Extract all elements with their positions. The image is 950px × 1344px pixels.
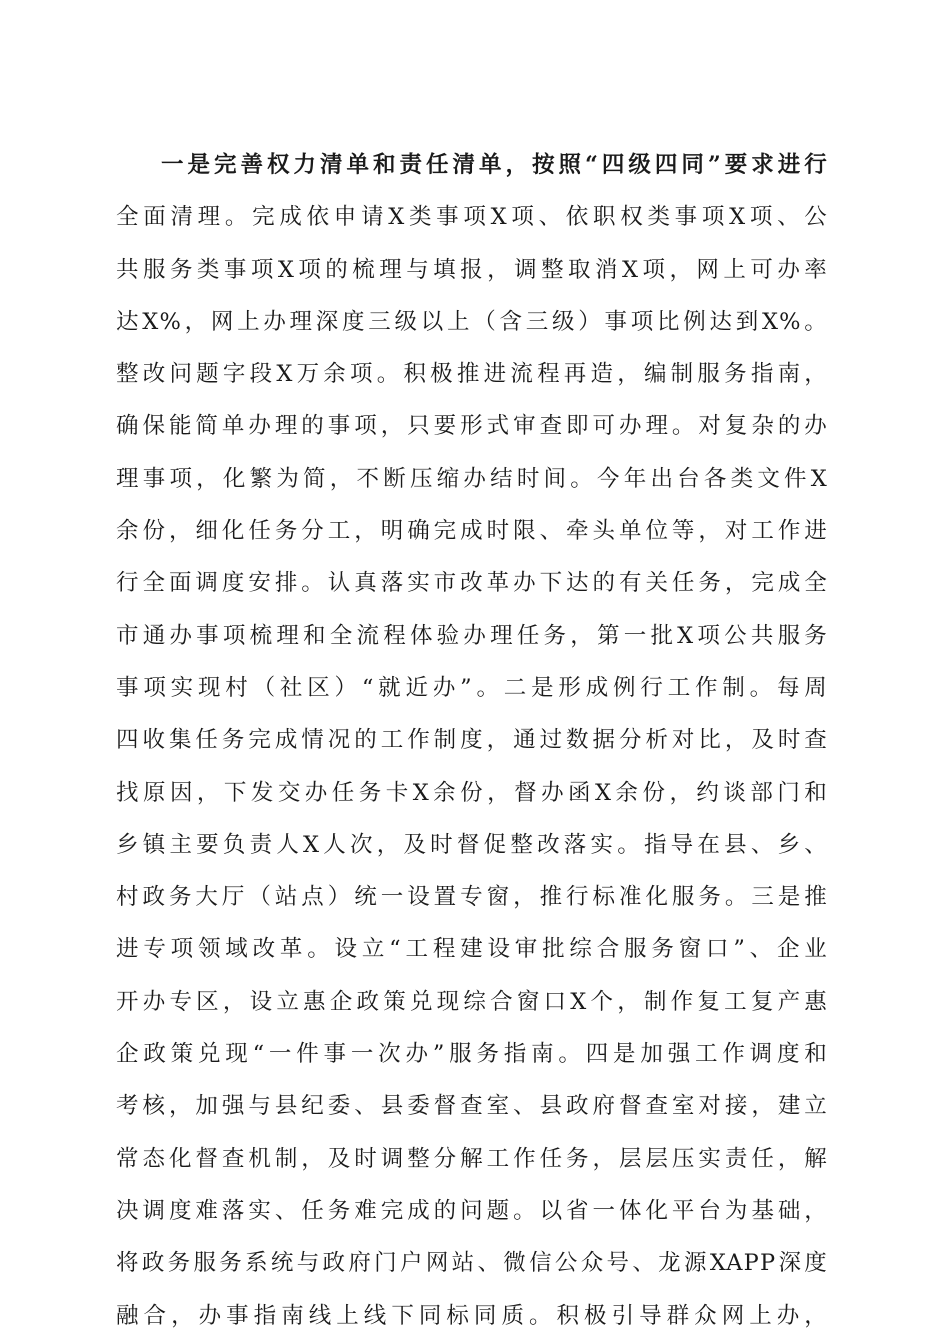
text-line: 开办专区，设立惠企政策兑现综合窗口X个，制作复工复产惠 <box>116 988 828 1015</box>
text-line: 一是完善权力清单和责任清单，按照“四级四同”要求进行 <box>161 152 828 178</box>
text-line: 乡镇主要负责人X人次，及时督促整改落实。指导在县、乡、 <box>116 831 828 858</box>
text-line: 村政务大厅（站点）统一设置专窗，推行标准化服务。三是推 <box>116 884 828 911</box>
text-line: 四收集任务完成情况的工作制度，通过数据分析对比，及时查 <box>116 727 828 754</box>
text-line: 企政策兑现“一件事一次办”服务指南。四是加强工作调度和 <box>116 1041 828 1068</box>
text-line: 找原因，下发交办任务卡X余份，督办函X余份，约谈部门和 <box>116 779 828 806</box>
text-line: 共服务类事项X项的梳理与填报，调整取消X项，网上可办率 <box>116 256 828 283</box>
text-line: 将政务服务系统与政府门户网站、微信公众号、龙源XAPP深度 <box>116 1250 828 1277</box>
text-line: 理事项，化繁为简，不断压缩办结时间。今年出台各类文件X <box>116 465 828 492</box>
text-line: 市通办事项梳理和全流程体验办理任务，第一批X项公共服务 <box>116 622 828 649</box>
text-line: 融合，办事指南线上线下同标同质。积极引导群众网上办， <box>116 1302 828 1329</box>
text-line: 事项实现村（社区）“就近办”。二是形成例行工作制。每周 <box>116 674 828 701</box>
text-line: 整改问题字段X万余项。积极推进流程再造，编制服务指南， <box>116 361 828 388</box>
text-line: 进专项领域改革。设立“工程建设审批综合服务窗口”、企业 <box>116 936 828 963</box>
text-line: 考核，加强与县纪委、县委督查室、县政府督查室对接，建立 <box>116 1093 828 1120</box>
text-line: 达X%，网上办理深度三级以上（含三级）事项比例达到X%。 <box>116 308 828 335</box>
text-line: 确保能简单办理的事项，只要形式审查即可办理。对复杂的办 <box>116 413 828 440</box>
text-line: 常态化督查机制，及时调整分解工作任务，层层压实责任，解 <box>116 1145 828 1172</box>
body-paragraph <box>116 139 828 1342</box>
text-line: 决调度难落实、任务难完成的问题。以省一体化平台为基础， <box>116 1197 828 1224</box>
text-line: 全面清理。完成依申请X类事项X项、依职权类事项X项、公 <box>116 204 828 231</box>
text-line: 行全面调度安排。认真落实市改革办下达的有关任务，完成全 <box>116 570 828 597</box>
text-line: 余份，细化任务分工，明确完成时限、牵头单位等，对工作进 <box>116 518 828 545</box>
